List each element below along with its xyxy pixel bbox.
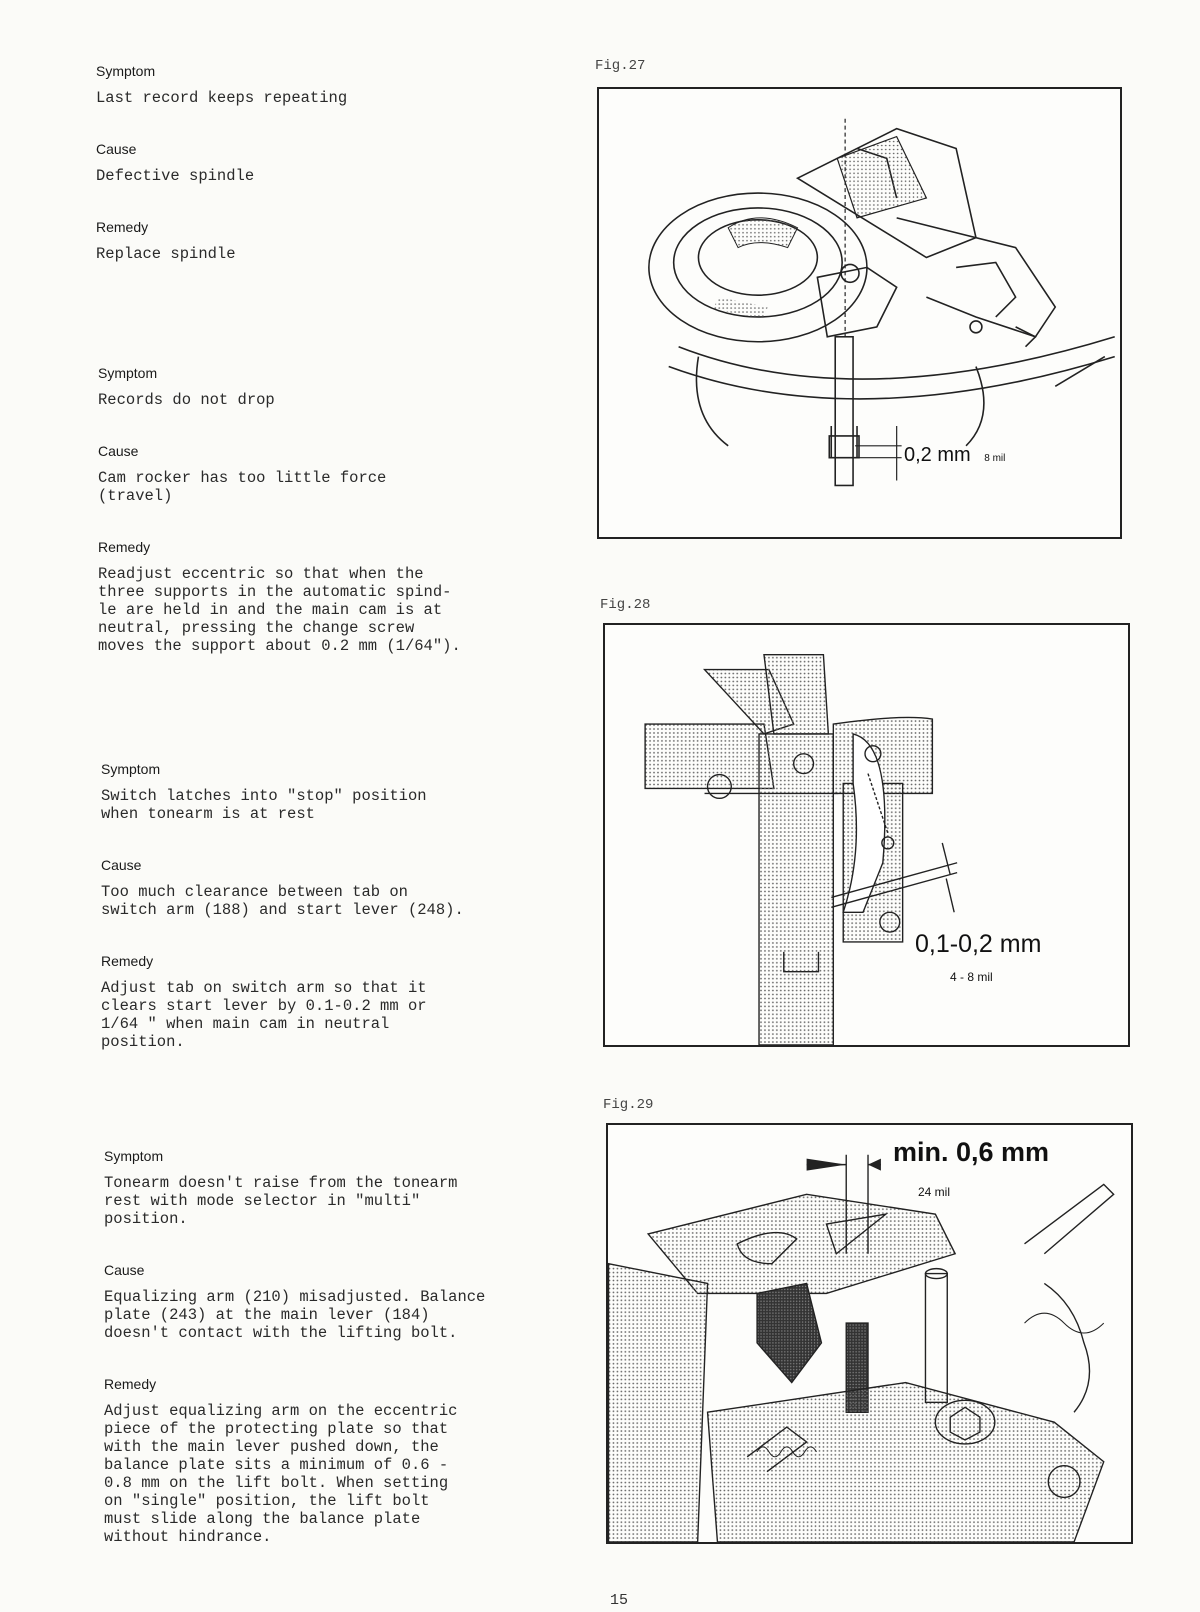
cause-heading: Cause: [104, 1262, 145, 1278]
section-4: [104, 1148, 584, 1546]
page-number: 15: [610, 1592, 629, 1609]
figure-28-measure: 0,1-0,2 mm: [915, 930, 1042, 958]
section-3: [101, 761, 571, 1051]
remedy-heading: Remedy: [98, 539, 151, 555]
figure-27: [597, 87, 1122, 539]
cause-heading: Cause: [98, 443, 139, 459]
figure-29: [606, 1123, 1133, 1544]
cause-heading: Cause: [101, 857, 142, 873]
figure-28: [603, 623, 1130, 1047]
symptom-text: Switch latches into "stop" position when tonearm is at rest: [101, 787, 427, 823]
measure-sub: 8 mil: [984, 453, 1006, 464]
switch-arm-illustration: [605, 625, 1128, 1045]
figure-29-measure-sub: 24 mil: [918, 1185, 951, 1199]
cause-heading: Cause: [96, 141, 137, 157]
figure-28-label: Fig.28: [600, 597, 651, 613]
measure-value: 0,2 mm: [904, 444, 971, 466]
section-1: [96, 63, 566, 263]
remedy-heading: Remedy: [104, 1376, 157, 1392]
cause-text: Equalizing arm (210) misadjusted. Balance plate (243) at the main lever (184) doesn't contact with the lifting bolt.: [104, 1288, 486, 1342]
symptom-heading: Symptom: [101, 761, 161, 777]
spindle-mechanism-illustration: [599, 89, 1120, 537]
remedy-text: Adjust equalizing arm on the eccentric piece of the protecting plate so that with the main lever pushed down, the balance plate sits a minimum of 0.6 - 0.8 mm on the lift bolt. When setting on "single" position, the lift bolt must slide along the balance plate without hindrance.: [104, 1402, 458, 1546]
remedy-text: Adjust tab on switch arm so that it clears start lever by 0.1-0.2 mm or 1/64 " when main cam in neutral position.: [101, 979, 427, 1051]
symptom-heading: Symptom: [96, 63, 156, 79]
remedy-text: Replace spindle: [96, 245, 236, 263]
symptom-text: Tonearm doesn't raise from the tonearm rest with mode selector in "multi" position.: [104, 1174, 458, 1228]
figure-29-measure: min. 0,6 mm: [893, 1137, 1050, 1167]
cause-text: Cam rocker has too little force (travel): [98, 469, 387, 505]
cause-text: Defective spindle: [96, 167, 255, 185]
figure-28-measure-sub: 4 - 8 mil: [950, 970, 993, 984]
cause-text: Too much clearance between tab on switch arm (188) and start lever (248).: [101, 883, 464, 919]
symptom-text: Last record keeps repeating: [96, 89, 348, 107]
remedy-heading: Remedy: [101, 953, 154, 969]
symptom-heading: Symptom: [98, 365, 158, 381]
remedy-text: Readjust eccentric so that when the three supports in the automatic spind- le are held in and the main cam is at neutral, pressing the change screw moves the support about 0.2 mm (1/64").: [98, 565, 461, 655]
remedy-heading: Remedy: [96, 219, 149, 235]
figure-29-label: Fig.29: [603, 1097, 654, 1113]
symptom-heading: Symptom: [104, 1148, 164, 1164]
figure-27-label: Fig.27: [595, 58, 646, 74]
symptom-text: Records do not drop: [98, 391, 275, 409]
balance-plate-illustration: [608, 1125, 1131, 1542]
figure-27-measure: [904, 444, 1005, 467]
section-2: [98, 365, 568, 655]
